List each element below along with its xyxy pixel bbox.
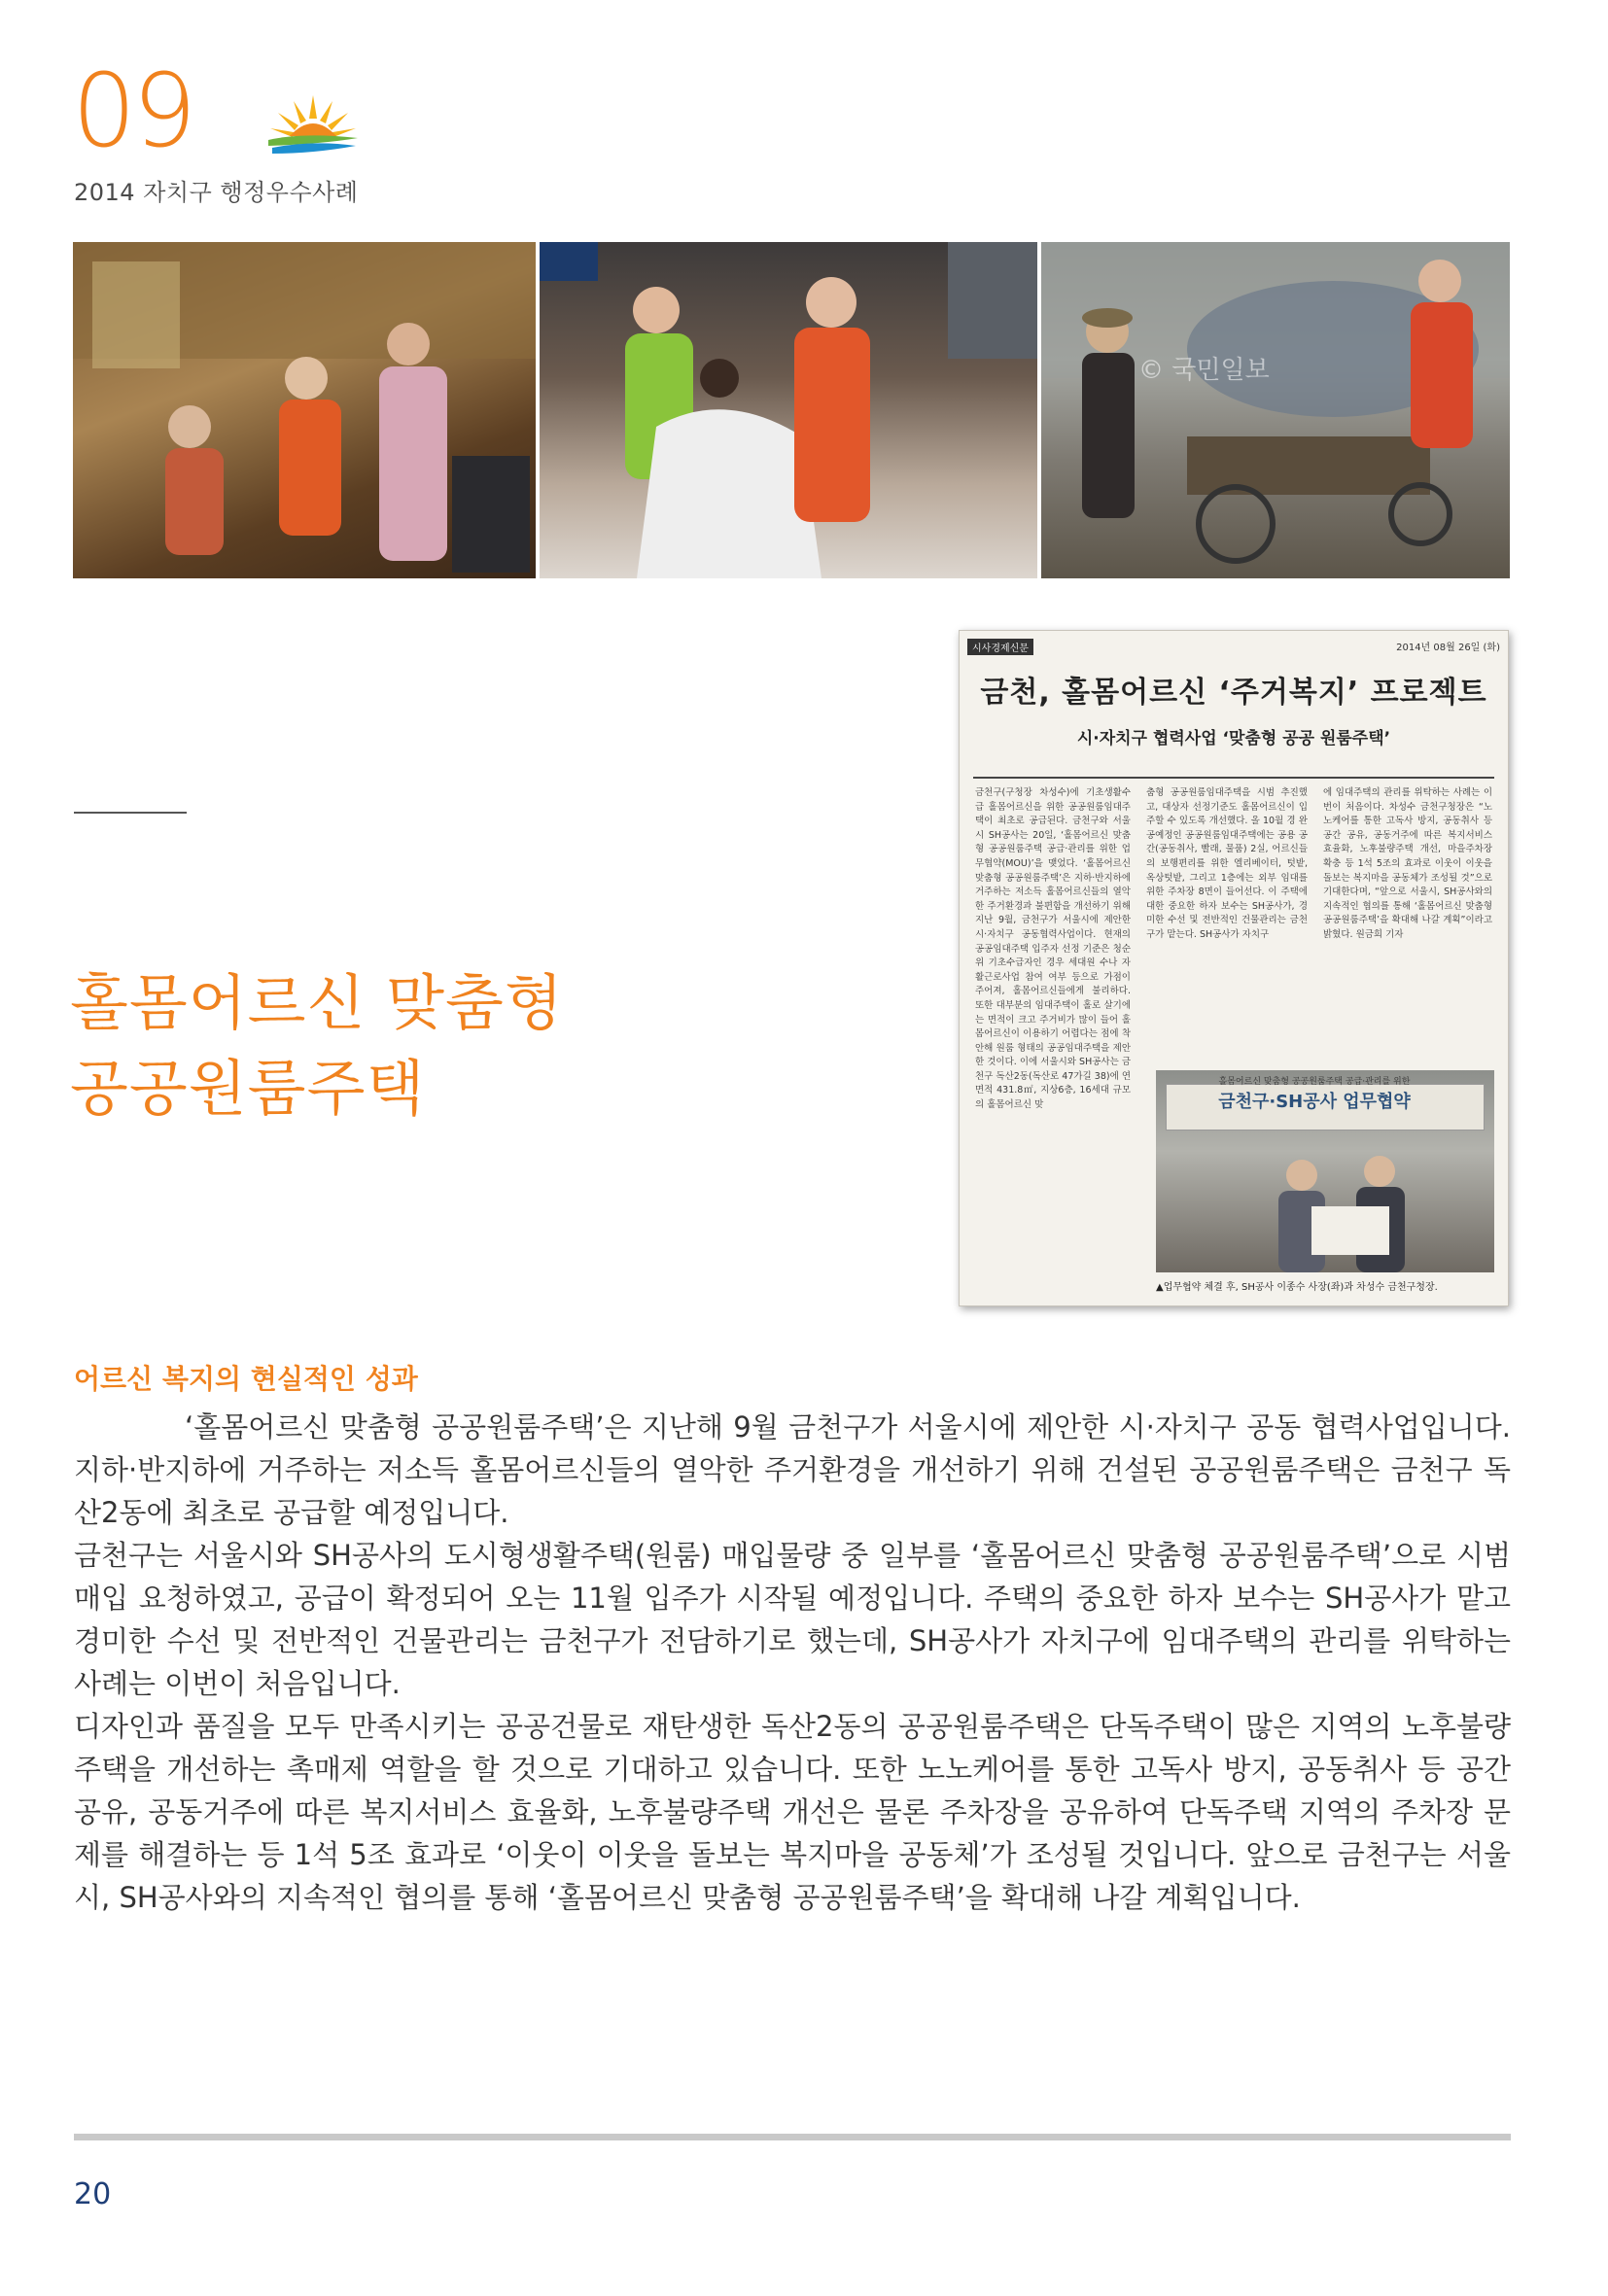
body-paragraph-1: ‘홀몸어르신 맞춤형 공공원룸주택’은 지난해 9월 금천구가 서울시에 제안한 시·자치구 공동 협력사업입니다. 지하·반지하에 거주하는 저소득 홀몸어르신들의 열악한 주거환경을 개선하기 위해 건설된 공공원룸주택은 금천구 독산2동에 최초로 공급할 예정입니다. bbox=[74, 1410, 1511, 1529]
clipping-column-3: 에 임대주택의 관리를 위탁하는 사례는 이번이 처음이다. 차성수 금천구청장은 “노노케어를 통한 고독사 방지, 공동취사 등 공간 공유, 공동거주에 따른 복지서비스 효율화, 노후불량주택 개선, 마을주차장 확충 등 1석 5조의 효과로 이웃이 이웃을 돌보는 복지마을 공동체가 조성될 것”으로 기대한다며, “앞으로 서울시, SH공사와의 지속적인 협의를 통해 ‘홀몸어르신 맞춤형 공공원룸주택’을 확대해 나갈 계획”이라고 밝혔다. 원금희 기자 bbox=[1323, 787, 1492, 940]
clipping-banner-title: 금천구·SH공사 업무협약 bbox=[1218, 1092, 1411, 1112]
page-title-line-2: 공공원룸주택 bbox=[70, 1053, 426, 1124]
photo-home-visit bbox=[73, 242, 536, 578]
clipping-column-1: 금천구(구청장 차성수)에 기초생활수급 홀몸어르신을 위한 공공원룸임대주택이 최초로 공급된다. 금천구와 서울시 SH공사는 20일, ‘홀몸어르신 맞춤형 공공원룸주택 공급·관리를 위한 업무협약(MOU)’을 맺었다. ‘홀몸어르신 맞춤형 공공원룸주택’은 지하·반지하에 거주하는 저소득 홀몸어르신들의 열악한 주거환경과 불편함을 개선하기 위해 지난 9월, 금천구가 서울시에 제안한 시·자치구 공동협력사업이다. 현재의 공공임대주택 입주자 선정 기준은 청순위 기초수급자인 경우 세대원 수나 자활근로사업 참여 여부 등으로 가점이 주어져, 홀몸어르신들에게 불리하다. 또한 대부분의 임대주택이 홀로 살기에는 면적이 크고 주거비가 많이 들어 홀몸어르신이 이용하기 어렵다는 점에 착안해 원룸 형태의 공공임대주택을 제안한 것이다. 이에 서울시와 SH공사는 금천구 독산2동(독산로 47가길 38)에 연면적 431.8㎡, 지상6층, 16세대 규모의 홀몸어르신 맞 bbox=[975, 787, 1131, 1111]
clipping-headline: 금천, 홀몸어르신 ‘주거복지’ 프로젝트 bbox=[980, 676, 1487, 710]
page-title-line-1: 홀몸어르신 맞춤형 bbox=[70, 967, 564, 1038]
section-heading: 어르신 복지의 현실적인 성과 bbox=[74, 1363, 418, 1395]
newspaper-clipping bbox=[959, 630, 1509, 1306]
chapter-number: 09 bbox=[72, 52, 193, 170]
page-title bbox=[70, 960, 564, 1131]
body-paragraph-2: 금천구는 서울시와 SH공사의 도시형생활주택(원룸) 매입물량 중 일부를 ‘홀몸어르신 맞춤형 공공원룸주택’으로 시범 매입 요청하였고, 공급이 확정되어 오는 11월 입주가 시작될 예정입니다. 주택의 중요한 하자 보수는 SH공사가 맡고 경미한 수선 및 전반적인 건물관리는 금천구가 전담하기로 했는데, SH공사가 자치구에 임대주택의 관리를 위탁하는 사례는 이번이 처음입니다. bbox=[74, 1539, 1511, 1700]
svg-text:© 국민일보: © 국민일보 bbox=[1138, 356, 1270, 385]
photo-street-cart bbox=[1041, 242, 1510, 578]
sunrise-logo-icon bbox=[264, 89, 362, 157]
divider bbox=[74, 812, 187, 814]
clipping-banner-subtitle: 홀몸어르신 맞춤형 공공원룸주택 공급·관리를 위한 bbox=[1218, 1077, 1411, 1087]
clipping-photo bbox=[1156, 1070, 1494, 1272]
clipping-date: 2014년 08월 26일 (화) bbox=[1396, 643, 1500, 653]
footer-divider bbox=[74, 2134, 1511, 2140]
body-text bbox=[74, 1406, 1511, 1919]
series-title: 2014 자치구 행정우수사례 bbox=[74, 179, 359, 206]
body-paragraph-3: 디자인과 품질을 모두 만족시키는 공공건물로 재탄생한 독산2동의 공공원룸주택은 단독주택이 많은 지역의 노후불량주택을 개선하는 촉매제 역할을 할 것으로 기대하고 있습니다. 또한 노노케어를 통한 고독사 방지, 공동취사 등 공간 공유, 공동거주에 따른 복지서비스 효율화, 노후불량주택 개선은 물론 주차장을 공유하여 단독주택 지역의 주차장 문제를 해결하는 등 1석 5조 효과로 ‘이웃이 이웃을 돌보는 복지마을 공동체’가 조성될 것입니다. 앞으로 금천구는 서울시, SH공사와의 지속적인 협의를 통해 ‘홀몸어르신 맞춤형 공공원룸주택’을 확대해 나갈 계획입니다. bbox=[74, 1710, 1511, 1914]
page-number: 20 bbox=[74, 2177, 112, 2211]
clipping-masthead: 시사경제신문 bbox=[967, 639, 1033, 655]
clipping-divider bbox=[973, 777, 1494, 779]
photo-strip bbox=[73, 242, 1510, 578]
clipping-column-2: 춤형 공공원룸임대주택을 시범 추진했고, 대상자 선정기준도 홀몸어르신이 입주할 수 있도록 개선했다. 올 10월 경 완공예정인 공공원룸임대주택에는 공용 공간(공동취사, 빨래, 물품) 2실, 어르신들의 보행편리를 위한 엘리베이터, 텃밭, 옥상텃밭, 그리고 1층에는 외부 임대를 위한 주차장 8면이 들어선다. 이 주택에 대한 중요한 하자 보수는 SH공사가, 경미한 수선 및 전반적인 건물관리는 금천구가 맡는다. SH공사가 자치구 bbox=[1146, 787, 1308, 940]
clipping-subheadline: 시·자치구 협력사업 ‘맞춤형 공공 원룸주택’ bbox=[1076, 729, 1391, 748]
clipping-photo-caption: ▲업무협약 체결 후, SH공사 이종수 사장(좌)과 차성수 금천구청장. bbox=[1156, 1282, 1438, 1293]
photo-hair-salon bbox=[540, 242, 1037, 578]
